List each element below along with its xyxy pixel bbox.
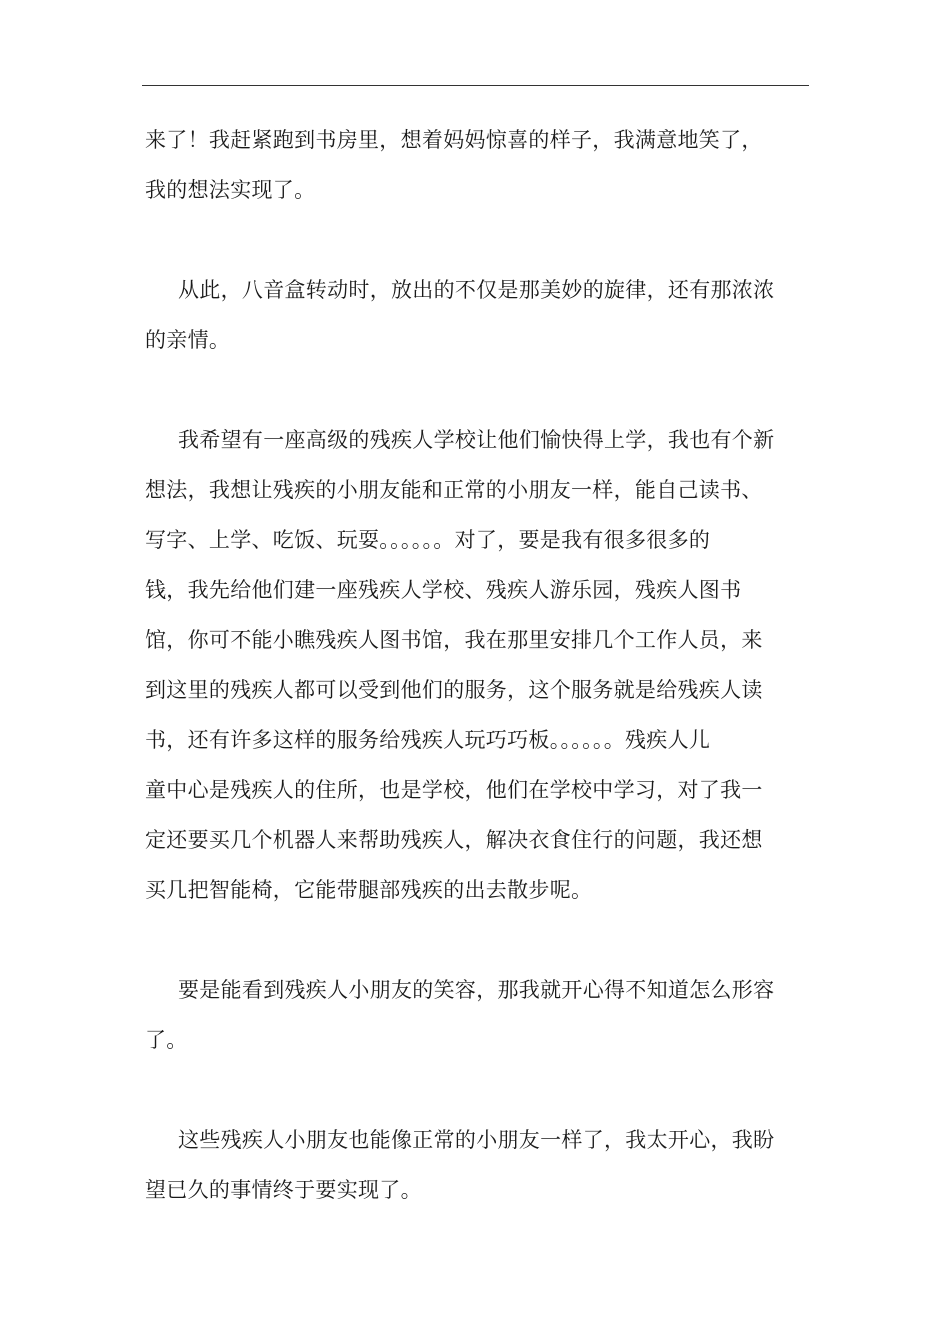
- header-divider: [142, 85, 809, 86]
- text-line: 来了！我赶紧跑到书房里，想着妈妈惊喜的样子，我满意地笑了，: [145, 128, 763, 152]
- paragraph-gap: [145, 215, 810, 265]
- text-line: 我的想法实现了。: [145, 178, 316, 202]
- text-line: 到这里的残疾人都可以受到他们的服务，这个服务就是给残疾人读: [145, 678, 763, 702]
- paragraph-5: [145, 1115, 810, 1215]
- text-line: 了。: [145, 1028, 188, 1052]
- text-line: 我希望有一座高级的残疾人学校让他们愉快得上学，我也有个新: [178, 428, 775, 452]
- paragraph-3: [145, 415, 810, 915]
- paragraph-gap: [145, 365, 810, 415]
- text-line: 写字、上学、吃饭、玩耍。。。。。。对了，要是我有很多很多的: [145, 528, 711, 552]
- text-line: 钱，我先给他们建一座残疾人学校、残疾人游乐园，残疾人图书: [145, 578, 742, 602]
- document-body: [145, 115, 810, 1215]
- text-line: 买几把智能椅，它能带腿部残疾的出去散步呢。: [145, 878, 593, 902]
- text-line: 书，还有许多这样的服务给残疾人玩巧巧板。。。。。。残疾人儿: [145, 728, 711, 752]
- paragraph-gap: [145, 1065, 810, 1115]
- text-line: 童中心是残疾人的住所，也是学校，他们在学校中学习，对了我一: [145, 778, 763, 802]
- text-line: 馆，你可不能小瞧残疾人图书馆，我在那里安排几个工作人员，来: [145, 628, 763, 652]
- text-line: 的亲情。: [145, 328, 231, 352]
- paragraph-4: [145, 965, 810, 1065]
- paragraph-2: [145, 265, 810, 365]
- text-line: 要是能看到残疾人小朋友的笑容，那我就开心得不知道怎么形容: [178, 978, 775, 1002]
- paragraph-1: [145, 115, 810, 215]
- paragraph-gap: [145, 915, 810, 965]
- text-line: 想法，我想让残疾的小朋友能和正常的小朋友一样，能自己读书、: [145, 478, 763, 502]
- text-line: 从此，八音盒转动时，放出的不仅是那美妙的旋律，还有那浓浓: [178, 278, 775, 302]
- text-line: 这些残疾人小朋友也能像正常的小朋友一样了，我太开心，我盼: [178, 1128, 775, 1152]
- text-line: 定还要买几个机器人来帮助残疾人，解决衣食住行的问题，我还想: [145, 828, 763, 852]
- text-line: 望已久的事情终于要实现了。: [145, 1178, 422, 1202]
